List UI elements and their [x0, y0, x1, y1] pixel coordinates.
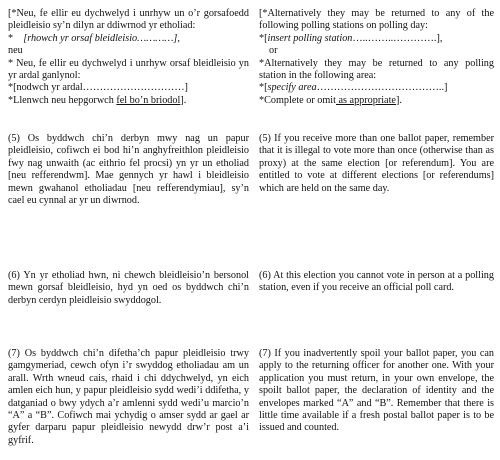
english-paragraph-6: (6) At this election you cannot vote in person at a polling station, even if you receive an official poll card.	[259, 270, 494, 294]
welsh-intro-block	[8, 8, 249, 107]
english-intro-line-5	[259, 82, 494, 94]
welsh-intro-line-6-post: ].	[180, 94, 187, 106]
english-intro-line-3: or	[269, 45, 278, 57]
welsh-intro-line-6-underlined: fel bo’n briodol	[116, 94, 181, 106]
english-intro-line-5-pre: *[	[259, 82, 268, 94]
english-intro-line-6-pre: *Complete or omit	[259, 94, 336, 106]
english-intro-line-2	[259, 33, 494, 45]
welsh-intro-line-2-pre: *	[8, 32, 14, 44]
welsh-intro-line-2-post: ,	[177, 32, 180, 44]
welsh-paragraph-5: (5) Os byddwch chi’n derbyn mwy nag un papur pleidleisio, cofiwch ei bod hi’n anghyfreithlon pleidleisio fwy nag unwaith (ac eithrio fel procsi) yn yr un etholiad [neu refferendwm]. Mae gennych yr hawl i bleidleisio mewn gwahanol etholiadau [neu refferendymiau], sy’n cael eu cynnal ar yr un diwrnod.	[8, 133, 249, 207]
welsh-intro-line-6-pre: *Llenwch neu hepgorwch	[8, 94, 117, 106]
english-intro-block	[259, 8, 494, 107]
welsh-paragraph-7: (7) Os byddwch chi’n difetha’ch papur pleidleisio trwy gamgymeriad, cewch ofyn i’r swyddog etholiadau am un arall. Wrth wneud cais, rhaid i chi ddychwelyd, yn eich amlen eich hun, y papur pleidleisio sydd wedi’i ddifetha, y datganiad o bwy ydych a’r amlenni sydd wedi’u marcio’n “A” a “B”. Cofiwch mai ychydig o amser sydd ar gael ar gyfer darparu papur pleidleisio newydd drw’r post a’i gyfrif.	[8, 348, 249, 446]
english-intro-line-4: *Alternatively they may be returned to any polling station in the following area:	[259, 57, 494, 82]
welsh-intro-line-1: [*Neu, fe ellir eu dychwelyd i unrhyw un o’r gorsafoedd pleidleisio sy’n dilyn ar ddiwrnod yr etholiad:	[8, 8, 249, 32]
english-paragraph-5: (5) If you receive more than one ballot paper, remember that it is illegal to vote more than once (otherwise than as proxy) at the same election [or referendum]. You are entitled to vote at different elections [or referendums] which are held on the same day.	[259, 133, 494, 194]
welsh-polling-station-placeholder: [rhowch yr orsaf bleidleisio…………]	[23, 32, 178, 44]
english-intro-line-5-post: ………………………………..]	[316, 82, 448, 94]
english-intro-line-2-post: …..……..………….],	[352, 32, 443, 44]
english-intro-line-2-pre: *[	[259, 32, 268, 44]
welsh-intro-line-3: neu	[8, 45, 23, 57]
english-intro-line-6-post: ].	[395, 94, 402, 106]
english-paragraph-7: (7) If you inadvertently spoil your ballot paper, you can apply to the returning officer for another one. With your application you must return, in your own envelope, the spoilt ballot paper, the declaration of identity and the envelopes marked “A” and “B”. Remember that there is little time available if a fresh postal ballot paper is to be issued and counted.	[259, 348, 494, 434]
english-polling-station-placeholder: insert polling station	[267, 32, 353, 44]
welsh-intro-line-5: *[nodwch yr ardal…………………………]	[8, 82, 188, 94]
english-area-placeholder: specify area	[267, 82, 317, 94]
welsh-intro-line-2	[8, 33, 249, 45]
english-intro-line-6	[259, 95, 494, 107]
welsh-intro-line-4: * Neu, fe ellir eu dychwelyd i unrhyw orsaf bleidleisio yn yr ardal ganlynol:	[8, 57, 249, 82]
welsh-paragraph-6: (6) Yn yr etholiad hwn, ni chewch bleidleisio’n bersonol mewn gorsaf bleidleisio, hyd yn oed os byddwch chi’n derbyn cerdyn pleidleisio swyddogol.	[8, 270, 249, 306]
english-intro-line-1: [*Alternatively they may be returned to any of the following polling stations on polling day:	[259, 8, 494, 32]
welsh-intro-line-6	[8, 95, 249, 107]
english-intro-line-6-underlined: as appropriate	[335, 94, 396, 106]
